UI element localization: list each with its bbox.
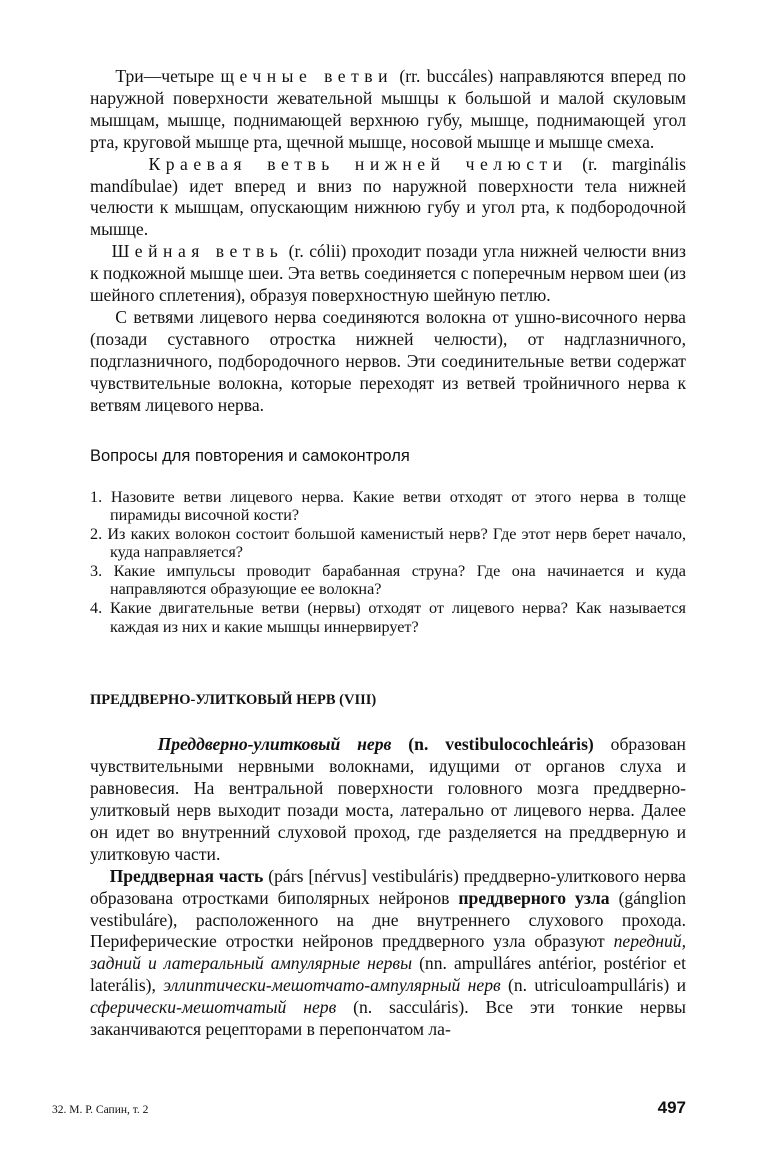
term-italic: передний, задний и латеральный ампулярные нервы [90,931,686,974]
spaced-term: Краевая ветвь нижней челюсти [148,153,568,174]
text: (r. marginális mandíbulae) идет вперед и вниз по наружной поверхности тела нижней челюсти к мышцам, опускающим нижнюю губу и угол рта, к подбородочной мышце. [90,153,686,240]
term-italic: эллиптически-мешотчато-ампулярный нерв [163,975,501,996]
signature-mark: 32. М. Р. Сапин, т. 2 [52,1104,149,1116]
paragraph-vestibular-part [90,866,686,1041]
term-ru: Преддверно-улитковый нерв [157,734,392,755]
paragraph-connections [90,307,686,417]
spaced-term: щечные ветви [220,66,394,86]
questions-heading: Вопросы для повторения и самоконтроля [90,446,410,465]
text: С ветвями лицевого нерва соединяются волокна от ушно-височного нерва (позади суставного отростка нижней челюсти), от надглазничного, подглазничного, подбородочного нервов. Эти соединительные ветви содержат чувствительные волокна, которые переходят из ветвей тройничного нерва к ветвям лицевого нерва. [90,306,686,415]
page-body [90,66,686,1041]
spaced-term: Шейная ветвь [111,241,284,262]
text: (n. sacculáris). Все эти тонкие нервы заканчиваются рецепторами в перепончатом ла- [90,997,686,1040]
text: (nn. ampulláres antérior, postérior et laterális), [90,953,687,996]
page-footer [52,1098,686,1122]
text: (r. cólii) проходит позади угла нижней челюсти вниз к подкожной мышце шеи. Эта ветвь соединяется с поперечным нервом шеи (из шейного сплетения), образуя поверхностную шейную петлю. [90,241,686,306]
paragraph-marginal-branch [90,154,686,242]
questions-list [90,488,686,637]
section-title: ПРЕДДВЕРНО-УЛИТКОВЫЙ НЕРВ (VIII) [90,692,377,709]
text: (n. utriculoampulláris) и [508,975,686,996]
paragraph-vestibulocochlear-nerve [90,734,686,865]
question-item: 2. Из каких волокон состоит большой каменистый нерв? Где этот нерв берет начало, куда направляется? [90,524,686,562]
term-bold: преддверного узла [458,887,610,908]
paragraph-cervical-branch [90,241,686,307]
text: (párs [nérvus] vestibuláris) преддверно-улиткового нерва образована отростками биполярных нейронов [90,865,686,908]
term-bold: Преддверная часть [109,865,264,886]
page-number: 497 [657,1098,686,1117]
term-italic: сферически-мешотчатый нерв [90,997,337,1018]
question-item: 1. Назовите ветви лицевого нерва. Какие ветви отходят от этого нерва в толще пирамиды височной кости? [90,487,686,525]
paragraph-buccal-branches [90,66,686,154]
text: Три—четыре [115,66,215,86]
text: (gánglion vestibuláre), расположенного на дне внутреннего слухового прохода. Периферические отростки нейронов преддверного узла образуют [90,887,686,952]
text: (rr. buccáles) направляются вперед по наружной поверхности жевательной мышцы к большой и малой скуловым мышцам, мышце, поднимающей верхнюю губу, мышце, поднимающей угол рта, круговой мышце рта, щечной мышце, носовой мышце и мышце смеха. [90,66,686,152]
term-lat: (n. vestibulocochleáris) [408,734,594,755]
text: образован чувствительными нервными волокнами, идущими от органов слуха и равновесия. На вентральной поверхности головного мозга преддверно-улитковый нерв выходит позади моста, латерально от лицевого нерва. Далее он идет во внутренний слуховой проход, где разделяется на преддверную и улитковую части. [90,734,686,864]
question-item: 4. Какие двигательные ветви (нервы) отходят от лицевого нерва? Как называется каждая из них и какие мышцы иннервирует? [90,599,686,636]
question-item: 3. Какие импульсы проводит барабанная струна? Где она начинается и куда направляются образующие ее волокна? [90,561,686,599]
